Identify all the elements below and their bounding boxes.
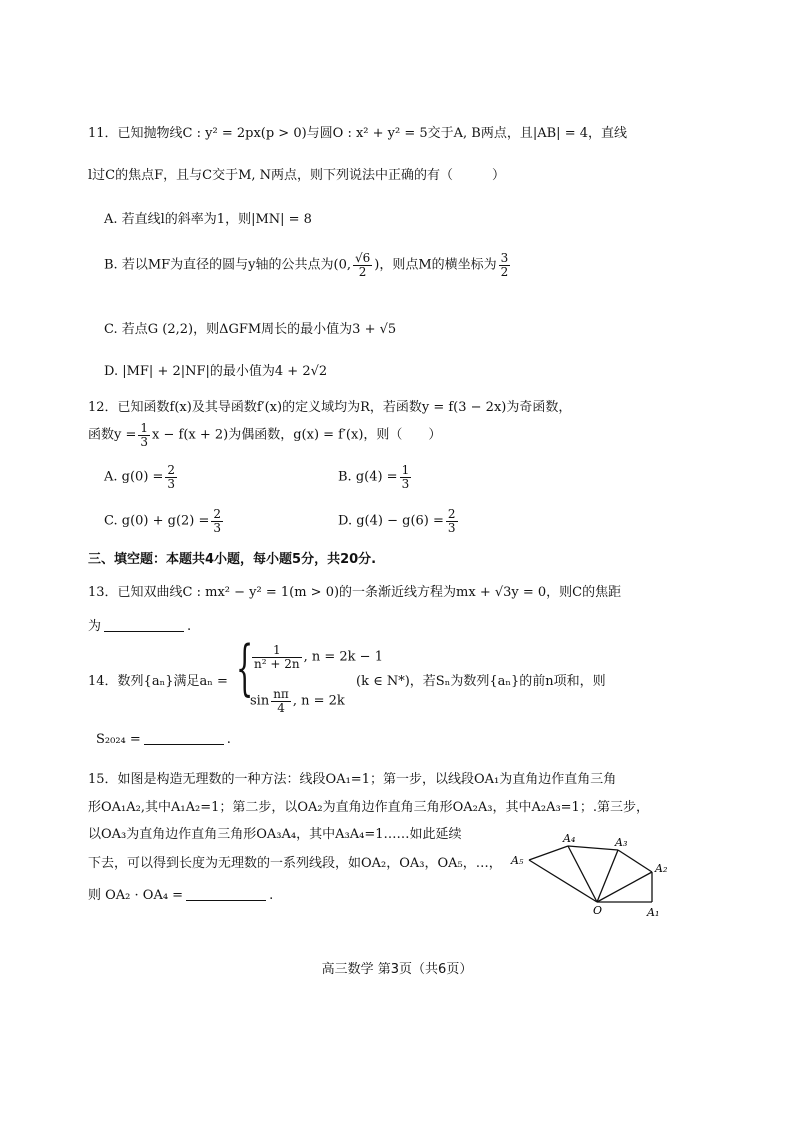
q15-line5-pre: 则 OA₂ · OA₄ = xyxy=(88,888,184,903)
spiral-diagram xyxy=(505,832,685,922)
q11-option-b-fraction1 xyxy=(353,252,372,278)
q11-option-a: A. 若直线l的斜率为1，则|MN| = 8 xyxy=(104,212,312,227)
q14-case1-fraction xyxy=(252,644,302,670)
label-a3: A₃ xyxy=(615,836,628,849)
q14-case2-fraction xyxy=(271,688,291,714)
section-heading-fill-in: 三、填空题：本题共4小题，每小题5分，共20分. xyxy=(88,552,377,567)
label-o: O xyxy=(593,904,603,917)
q14-case1-num: 1 xyxy=(252,644,302,658)
q12-option-a xyxy=(104,464,179,490)
q12-option-d xyxy=(338,508,460,534)
q12-option-c-num: 2 xyxy=(213,507,222,521)
q13-line2-post: . xyxy=(187,619,192,634)
segment-a2-a3 xyxy=(618,850,652,872)
q12-option-b-den: 3 xyxy=(401,476,410,491)
q14-case2-den: 4 xyxy=(277,700,285,715)
q12-option-a-text: A. g(0) = xyxy=(104,469,164,485)
q12-line2 xyxy=(88,422,441,448)
q12-line2-den: 3 xyxy=(140,434,149,449)
segment-o-a3 xyxy=(597,850,618,902)
q13-line2-pre: 为 xyxy=(88,619,102,634)
q12-line1: 12．已知函数f(x)及其导函数f′(x)的定义域均为R，若函数y = f(3 − 2x)为奇函数， xyxy=(88,400,572,415)
segment-o-a2 xyxy=(597,872,652,902)
q11-option-b-fraction2 xyxy=(499,252,511,278)
q14-case2-cond: , n = 2k xyxy=(292,693,345,709)
q14-case2-num: nπ xyxy=(273,687,289,701)
q14-post: (k ∈ N*)，若Sₙ为数列{aₙ}的前n项和，则 xyxy=(356,674,606,689)
q15-answer-blank[interactable] xyxy=(186,888,266,901)
q11-option-b xyxy=(104,252,512,278)
q14-line2-pre: S₂₀₂₄ = xyxy=(96,732,141,747)
segment-a4-a5 xyxy=(529,846,568,860)
q15-line5-post: . xyxy=(269,888,274,903)
q12-option-d-den: 3 xyxy=(447,520,456,535)
q12-option-b-fraction xyxy=(400,464,412,490)
q11-option-d: D. |MF| + 2|NF|的最小值为4 + 2√2 xyxy=(104,364,328,379)
q11-option-b-mid: )，则点M的横坐标为 xyxy=(374,257,497,273)
q12-option-b-num: 1 xyxy=(401,463,410,477)
q11-line2: l过C的焦点F，且与C交于M, N两点，则下列说法中正确的有（ ） xyxy=(88,168,506,183)
q14-line2 xyxy=(96,732,231,747)
q15-line4: 下去，可以得到长度为无理数的一系列线段，如OA₂，OA₃，OA₅，…， xyxy=(88,856,502,871)
q12-line2-num: 1 xyxy=(140,421,149,435)
q15-line2: 形OA₁A₂,其中A₁A₂=1；第二步，以OA₂为直角边作直角三角形OA₂A₃，其中A₂A₃=1；.第三步， xyxy=(88,800,649,815)
q12-option-b xyxy=(338,464,413,490)
q15-line3: 以OA₃为直角边作直角三角形OA₃A₄，其中A₃A₄=1……如此延续 xyxy=(88,827,462,842)
label-a1: A₁ xyxy=(647,906,660,919)
q15-line5 xyxy=(88,884,273,903)
q12-option-d-text: D. g(4) − g(6) = xyxy=(338,513,444,529)
q14-case2-pre: sin xyxy=(250,693,270,709)
q13-line1: 13．已知双曲线C : mx² − y² = 1(m > 0)的一条渐近线方程为mx + √3y = 0，则C的焦距 xyxy=(88,585,622,600)
q11-line1: 11．已知抛物线C : y² = 2px(p > 0)与圆O : x² + y² = 5交于A, B两点，且|AB| = 4，直线 xyxy=(88,126,627,141)
q12-option-c-den: 3 xyxy=(213,520,222,535)
q12-option-c-fraction xyxy=(211,508,223,534)
q14-brace: { xyxy=(236,633,254,703)
q14-line2-post: . xyxy=(226,732,231,747)
q14-prefix: 14．数列{aₙ}满足aₙ = xyxy=(88,674,228,689)
q14-case2 xyxy=(250,688,345,714)
q11-option-b-text: B. 若以MF为直径的圆与y轴的公共点为(0, xyxy=(104,257,351,273)
q14-answer-blank[interactable] xyxy=(144,732,224,745)
label-a4: A₄ xyxy=(563,832,576,845)
q11-option-c: C. 若点G (2,2)，则ΔGFM周长的最小值为3 + √5 xyxy=(104,322,397,337)
segment-a3-a4 xyxy=(568,846,618,850)
q14-case1-den: n² + 2n xyxy=(254,656,300,671)
q11-option-b-num1: √6 xyxy=(354,251,371,265)
q12-option-a-den: 3 xyxy=(167,476,176,491)
q13-line2 xyxy=(88,615,191,634)
label-a5: A₅ xyxy=(511,854,524,867)
q12-option-c-text: C. g(0) + g(2) = xyxy=(104,513,210,529)
q12-option-a-fraction xyxy=(165,464,177,490)
q14-case1 xyxy=(250,644,383,670)
q12-option-a-num: 2 xyxy=(167,463,176,477)
q12-option-d-num: 2 xyxy=(447,507,456,521)
q11-option-b-den2: 2 xyxy=(500,264,509,279)
q12-option-d-fraction xyxy=(446,508,458,534)
q12-line2-pre: 函数y = xyxy=(88,427,137,443)
q13-answer-blank[interactable] xyxy=(104,619,184,632)
q12-line2-post: x − f(x + 2)为偶函数，g(x) = f′(x)，则（ ） xyxy=(152,427,442,443)
q12-option-b-text: B. g(4) = xyxy=(338,469,398,485)
q12-line2-fraction xyxy=(138,422,150,448)
q15-line1: 15．如图是构造无理数的一种方法：线段OA₁=1；第一步，以线段OA₁为直角边作直角三角 xyxy=(88,772,617,787)
q11-option-b-den1: 2 xyxy=(358,264,367,279)
q11-option-b-num2: 3 xyxy=(500,251,509,265)
q12-option-c xyxy=(104,508,225,534)
page-footer: 高三数学 第3页（共6页） xyxy=(321,962,473,977)
q14-case1-cond: , n = 2k − 1 xyxy=(303,649,383,665)
label-a2: A₂ xyxy=(655,862,668,875)
